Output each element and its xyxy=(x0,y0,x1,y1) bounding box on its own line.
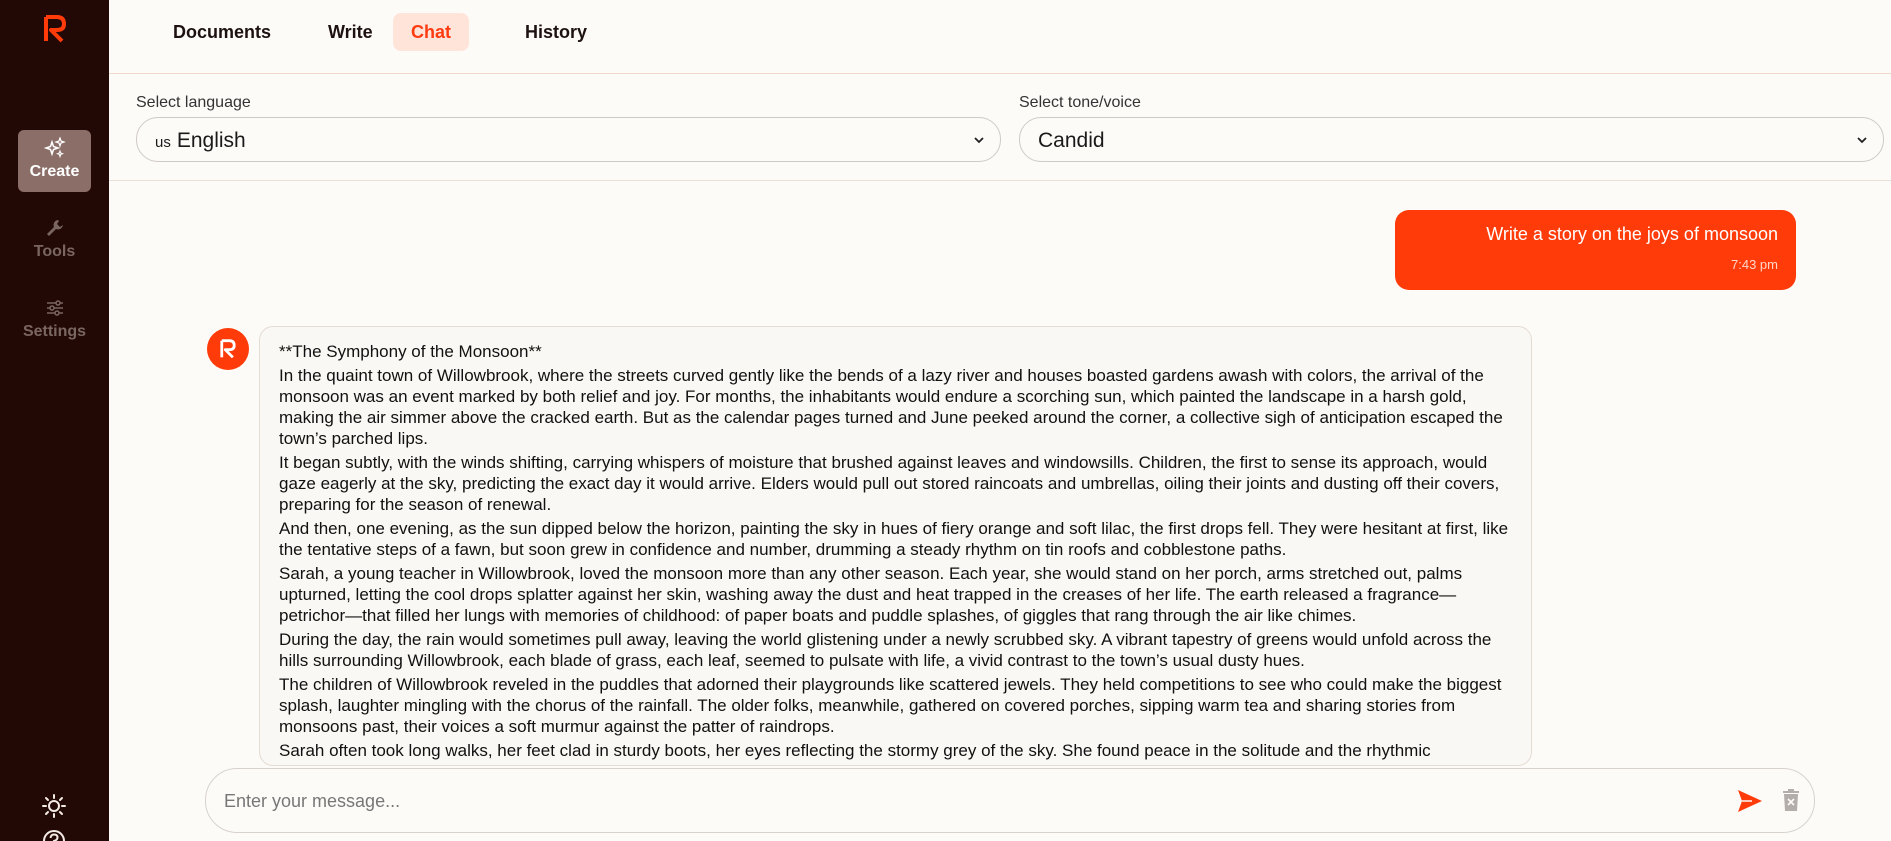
sidebar-item-label: Settings xyxy=(22,323,87,340)
tab-history[interactable]: History xyxy=(525,22,588,42)
bot-message xyxy=(259,326,1532,766)
sidebar-item-settings[interactable] xyxy=(18,290,91,352)
message-input[interactable] xyxy=(224,786,1704,816)
chevron-down-icon xyxy=(1855,133,1869,147)
bot-avatar xyxy=(207,328,249,370)
help-icon[interactable] xyxy=(41,828,67,841)
tone-label: Select tone/voice xyxy=(1019,94,1141,111)
bot-paragraph: Sarah often took long walks, her feet clad in sturdy boots, her eyes reflecting the stormy grey of the sky. She found peace in the solitude and the rhythmic xyxy=(279,740,1431,760)
language-text: English xyxy=(176,129,246,152)
bot-paragraph: In the quaint town of Willowbrook, where the streets curved gently like the bends of a lazy river and houses boasted gardens awash with colors, the arrival of the monsoon was an event marked by both relief and joy. For months, the inhabitants would endure a scorching sun, which painted the landscape in a harsh gold, making the air simmer above the cracked earth. But as the calendar pages turned and June peeked around the corner, a collective sigh of anticipation escaped the town’s parched lips. xyxy=(279,366,1503,448)
tab-chat[interactable]: Chat xyxy=(393,13,469,51)
bot-paragraph: It began subtly, with the winds shifting, carrying whispers of moisture that brushed against leaves and windowsills. Children, the first to sense its approach, would gaze eagerly at the sky, predicting the exact day it would arrive. Elders would pull out stored raincoats and umbrellas, oiling their joints and dusting off their covers, preparing for the season of renewal. xyxy=(279,452,1500,514)
options-row xyxy=(109,74,1891,181)
sparkles-icon xyxy=(44,137,66,159)
language-label: Select language xyxy=(136,94,251,111)
wrench-icon xyxy=(44,217,66,239)
language-select[interactable] xyxy=(136,117,1001,162)
tab-write[interactable]: Write xyxy=(328,22,373,42)
bot-paragraph: During the day, the rain would sometimes pull away, leaving the world glistening under a newly scrubbed sky. A vibrant tapestry of greens would unfold across the hills surrounding Willowbrook, each blade of grass, each leaf, seemed to pulsate with life, a vivid contrast to the town’s usual dusty hues. xyxy=(279,629,1492,670)
sidebar xyxy=(0,0,109,841)
tone-value: Candid xyxy=(1038,129,1105,152)
trash-icon[interactable] xyxy=(1781,788,1801,812)
app-logo-icon[interactable] xyxy=(42,14,68,44)
flag-label: us xyxy=(155,134,171,151)
top-nav xyxy=(109,0,1891,74)
message-composer xyxy=(205,768,1815,833)
sidebar-item-label: Tools xyxy=(33,243,76,260)
language-value xyxy=(155,129,246,153)
bot-paragraph: And then, one evening, as the sun dipped below the horizon, painting the sky in hues of fiery orange and soft lilac, the first drops fell. They were hesitant at first, like the tentative steps of a fawn, but soon grew in confidence and number, drumming a steady rhythm on tin roofs and cobblestone paths. xyxy=(279,518,1509,559)
send-icon[interactable] xyxy=(1736,788,1764,814)
user-message xyxy=(1395,210,1796,290)
user-message-time: 7:43 pm xyxy=(1731,257,1778,272)
bot-paragraph: Sarah, a young teacher in Willowbrook, loved the monsoon more than any other season. Each year, she would stand on her porch, arms stretched out, palms upturned, letting the cool drops splatter against her skin, washing away the dust and heat trapped in the creases of her life. The earth released a fragrance—petrichor—that filled her lungs with memories of childhood: of paper boats and puddle splashes, of giggles that rang through the air like chimes. xyxy=(279,563,1463,625)
bot-paragraph: **The Symphony of the Monsoon** xyxy=(279,342,542,361)
bot-logo-icon xyxy=(219,338,237,360)
bot-paragraph: The children of Willowbrook reveled in the puddles that adorned their playgrounds like scattered jewels. They held competitions to see who could make the biggest splash, laughter mingling with the chorus of the rainfall. The older folks, meanwhile, gathered on covered porches, sipping warm tea and sharing stories from monsoons past, their voices a soft murmur against the patter of raindrops. xyxy=(279,674,1502,736)
chevron-down-icon xyxy=(972,133,986,147)
tone-select[interactable] xyxy=(1019,117,1884,162)
sun-icon[interactable] xyxy=(41,793,67,819)
sidebar-item-label: Create xyxy=(29,163,80,180)
sliders-icon xyxy=(44,297,66,319)
sidebar-item-create[interactable] xyxy=(18,130,91,192)
tab-documents[interactable]: Documents xyxy=(173,22,272,42)
user-message-text: Write a story on the joys of monsoon xyxy=(1486,224,1778,244)
sidebar-item-tools[interactable] xyxy=(18,210,91,272)
